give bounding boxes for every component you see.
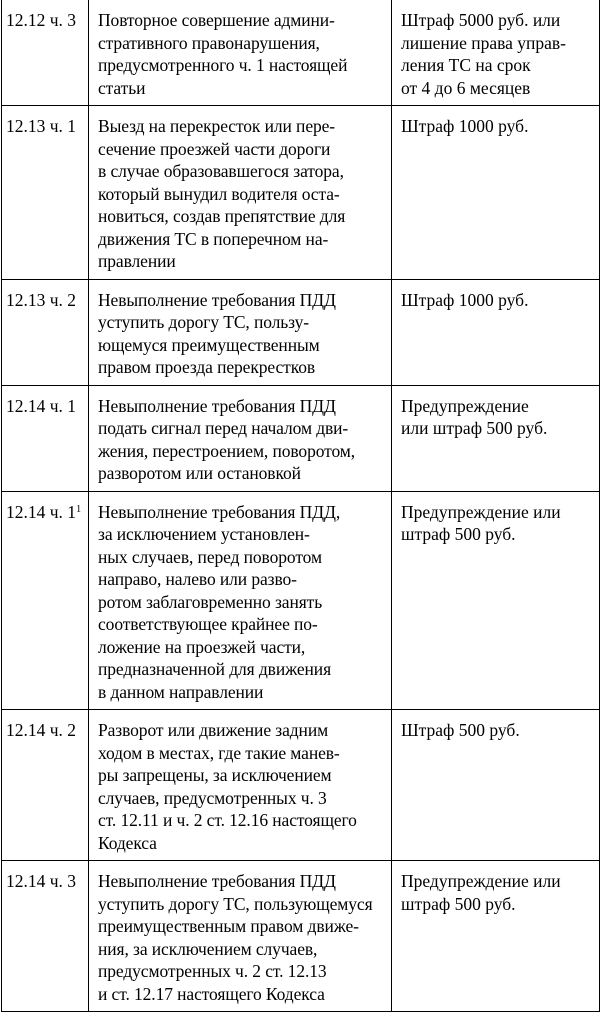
table-row xyxy=(2,106,600,280)
article-number: 12.13 ч. 2 xyxy=(6,289,77,310)
violation-description: Разворот или движение задним ходом в местах, где такие манев- ры запрещены, за исключением случаев, предусмотренных ч. 3 ст. 12.11 и ч. 2 ст. 12.16 настоящего Кодекса xyxy=(89,710,392,861)
penalties-table-body xyxy=(2,0,600,1012)
penalty-cell: Предупреждение или штраф 500 руб. xyxy=(392,861,600,1012)
violation-description: Выезд на перекресток или пере- сечение проезжей части дороги в случае образовавшегося затора, который вынудил водителя оста- новиться, создав препятствие для движения ТС в поперечном на- правлении xyxy=(89,106,392,280)
violation-description: Повторное совершение админи- стративного правонарушения, предусмотренного ч. 1 настоящей статьи xyxy=(89,0,392,106)
article-number: 12.14 ч. 1 xyxy=(6,501,77,522)
article-cell xyxy=(2,491,89,710)
violation-description: Невыполнение требования ПДД уступить дорогу ТС, пользующемуся преимущественным правом движе- ния, за исключением случаев, предусмотренных ч. 2 ст. 12.13 и ст. 12.17 настоящего Кодекса xyxy=(89,861,392,1012)
article-number: 12.14 ч. 2 xyxy=(6,720,77,740)
article-cell xyxy=(2,385,89,491)
article-number: 12.14 ч. 1 xyxy=(6,395,77,416)
table-row xyxy=(2,861,600,1012)
article-number: 12.13 ч. 1 xyxy=(6,116,77,136)
violation-description: Невыполнение требования ПДД, за исключением установлен- ных случаев, перед поворотом направо, налево или разво- ротом заблаговременно занять соответствующее крайнее по- ложение на проезжей части, предназначенной для движения в данном направлении xyxy=(89,491,392,710)
article-superscript: 1 xyxy=(76,503,82,515)
penalty-cell: Штраф 500 руб. xyxy=(392,710,600,861)
article-cell xyxy=(2,710,89,861)
penalty-cell: Штраф 5000 руб. или лишение права управ- ления ТС на срок от 4 до 6 месяцев xyxy=(392,0,600,106)
violation-description: Невыполнение требования ПДД уступить дорогу ТС, пользу- ющемуся преимущественным правом проезда перекрестков xyxy=(89,279,392,385)
article-cell xyxy=(2,0,89,106)
article-number: 12.14 ч. 3 xyxy=(6,871,77,891)
penalty-cell: Предупреждение или штраф 500 руб. xyxy=(392,491,600,710)
article-cell xyxy=(2,861,89,1012)
penalty-cell: Штраф 1000 руб. xyxy=(392,279,600,385)
penalty-cell: Предупреждение или штраф 500 руб. xyxy=(392,385,600,491)
article-cell xyxy=(2,106,89,280)
table-row xyxy=(2,279,600,385)
violation-description: Невыполнение требования ПДД подать сигнал перед началом дви- жения, перестроением, поворотом, разворотом или остановкой xyxy=(89,385,392,491)
article-number: 12.12 ч. 3 xyxy=(6,10,77,30)
article-cell xyxy=(2,279,89,385)
penalties-table xyxy=(1,0,600,1012)
table-row xyxy=(2,491,600,710)
table-row xyxy=(2,710,600,861)
table-row xyxy=(2,0,600,106)
penalty-cell: Штраф 1000 руб. xyxy=(392,106,600,280)
table-row xyxy=(2,385,600,491)
